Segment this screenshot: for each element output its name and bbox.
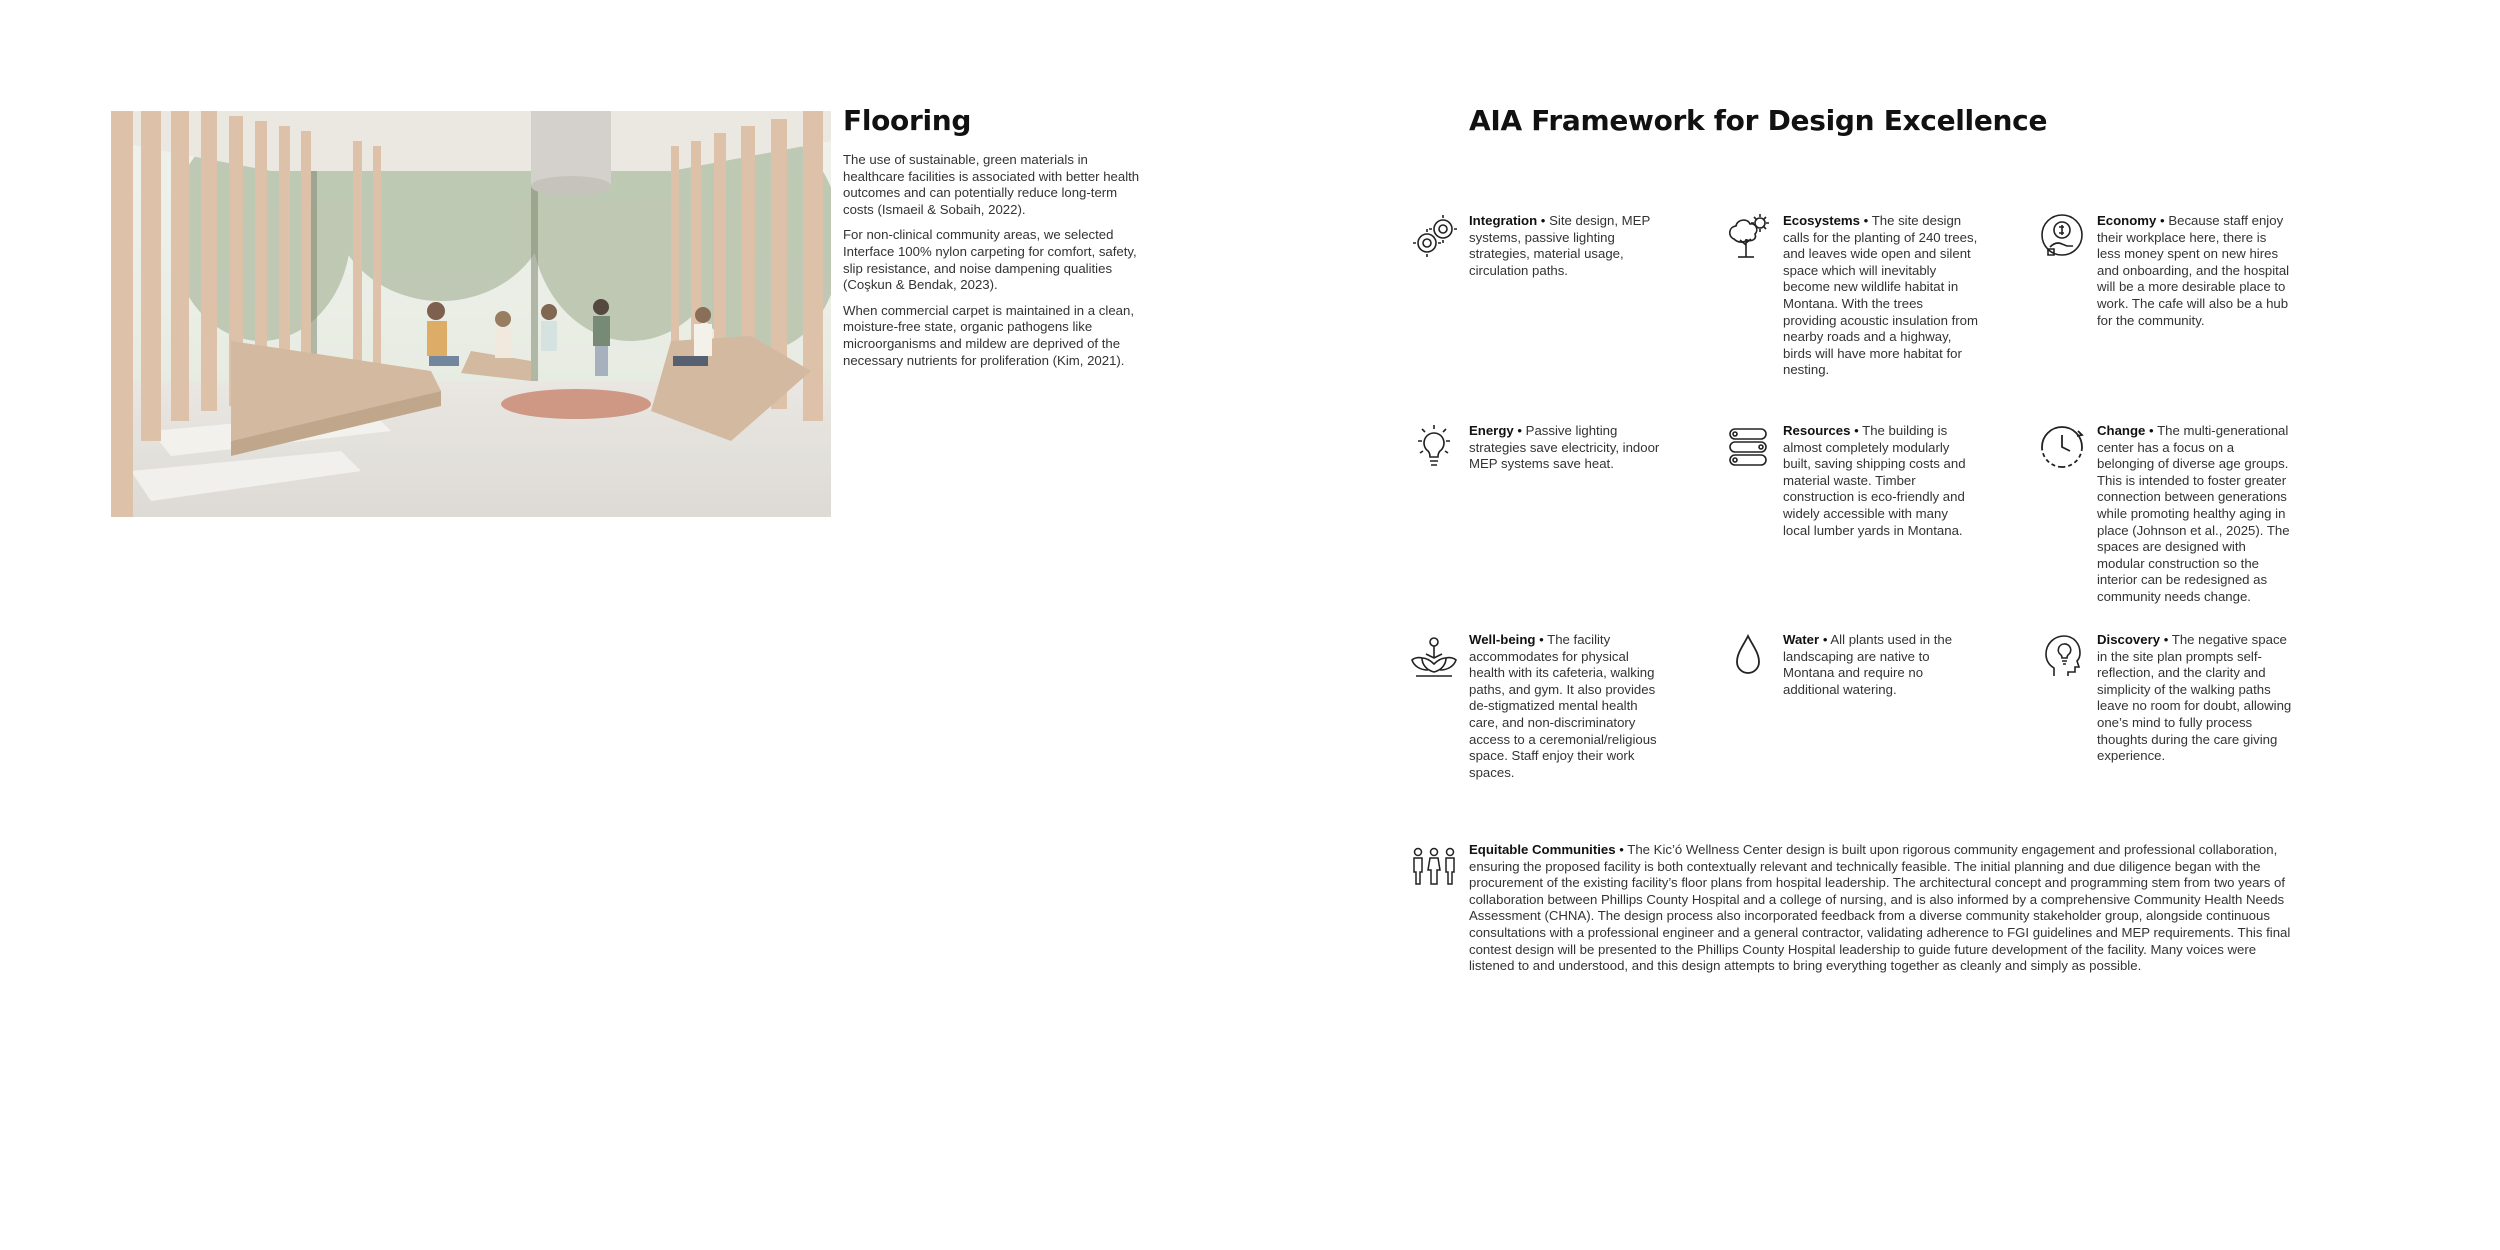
framework-item-text: The site design calls for the planting of 240 trees, and leaves wide open and silent space which will inevitably become new wildlife habitat in Montana. With the trees providing acoustic insulation from nearby roads and a highway, birds will have more habitat for nesting. <box>1783 213 1978 378</box>
framework-item-label: Equitable Communities <box>1469 842 1616 857</box>
framework-item-label: Energy <box>1469 423 1514 438</box>
lotus-person-icon <box>1410 632 1458 680</box>
separator: • <box>1850 423 1863 438</box>
framework-item-text: Passive lighting strategies save electricity, indoor MEP systems save heat. <box>1469 423 1660 472</box>
framework-item-text: Site design, MEP systems, passive lighting strategies, material usage, circulation paths. <box>1469 213 1651 278</box>
framework-item-label: Resources <box>1783 423 1851 438</box>
separator: • <box>1859 213 1872 228</box>
framework-item-label: Economy <box>2097 213 2157 228</box>
framework-item-label: Water <box>1783 632 1820 647</box>
water-drop-icon <box>1724 632 1772 680</box>
separator: • <box>1537 213 1550 228</box>
flooring-heading: Flooring <box>843 104 972 137</box>
framework-item-label: Discovery <box>2097 632 2161 647</box>
flooring-paragraph: For non-clinical community areas, we selected Interface 100% nylon carpeting for comfort, safety, slip resistance, and noise dampening qualities (Coşkun & Bendak, 2023). <box>843 227 1137 293</box>
framework-item-text: All plants used in the landscaping are native to Montana and require no additional watering. <box>1783 632 1953 697</box>
flooring-paragraph: The use of sustainable, green materials in healthcare facilities is associated with better health outcomes and can potentially reduce long-term costs (Ismaeil & Sobaih, 2022). <box>843 152 1140 217</box>
lumber-icon <box>1724 423 1772 471</box>
separator: • <box>1513 423 1526 438</box>
framework-item-label: Ecosystems <box>1783 213 1860 228</box>
framework-item-text: Because staff enjoy their workplace here, there is less money spent on new hires and onboarding, and the hospital will be a more desirable place to work. The cafe will also be a hub for the community. <box>2097 213 2290 328</box>
separator: • <box>2145 423 2158 438</box>
framework-item-text: The facility accommodates for physical health with its cafeteria, walking paths, and gym. It also provides de-stigmatized mental health care, and non-discriminatory access to a ceremonial/religious space. Staff enjoy their work spaces. <box>1469 632 1657 780</box>
flooring-paragraph: When commercial carpet is maintained in a clean, moisture-free state, organic pathogens like microorganisms and mildew are deprived of the necessary nutrients for proliferation (Kim, 2021). <box>843 302 1134 368</box>
framework-item-text: The Kic’ó Wellness Center design is built upon rigorous community engagement and professional collaboration, ensuring the proposed facility is both contextually relevant and technically feasible. The initial planning and due diligence began with the procurement of the existing facility’s floor plans from hospital leadership. The architectural concept and programming stem from two years of collaboration between Phillips County Hospital and a college of nursing, and is also informed by a comprehensive Community Health Needs Assessment (CHNA). The design process also incorporated feedback from a diverse community stakeholder group, alongside continuous consultations with a professional engineer and a general contractor, validating adherence to FGI guidelines and MEP requirements. This final contest design will be presented to the Phillips County Hospital leadership to guide future development of the facility. Many voices were listened to and understood, and this design attempts to bring everything together as cleanly and simply as possible. <box>1469 842 2291 974</box>
framework-item-label: Change <box>2097 423 2146 438</box>
clock-cycle-icon <box>2038 423 2086 471</box>
lightbulb-icon <box>1410 423 1458 471</box>
framework-item-text: The negative space in the site plan prompts self-reflection, and the clarity and simplicity of the walking paths leave no room for doubt, allowing one’s mind to fully process thoughts during the care giving experience. <box>2097 632 2292 764</box>
aia-framework-heading: AIA Framework for Design Excellence <box>1469 104 2048 137</box>
head-bulb-icon <box>2038 632 2086 680</box>
tree-sun-icon <box>1724 213 1772 261</box>
framework-item-label: Well-being <box>1469 632 1536 647</box>
framework-item-label: Integration <box>1469 213 1538 228</box>
gears-icon <box>1410 213 1458 261</box>
framework-item-text: The multi-generational center has a focus on a belonging of diverse age groups. This is intended to foster greater connection between generations while promoting healthy aging in place (Johnson et al., 2025). The spaces are designed with modular construction so the interior can be redesigned as community needs change. <box>2097 423 2290 604</box>
separator: • <box>2160 632 2172 647</box>
people-group-icon <box>1410 842 1458 890</box>
separator: • <box>1819 632 1831 647</box>
money-icon <box>2038 213 2086 261</box>
separator: • <box>2156 213 2169 228</box>
framework-item-text: The building is almost completely modularly built, saving shipping costs and material waste. Timber construction is eco-friendly and widely accessible with many local lumber yards in Montana. <box>1783 423 1966 538</box>
flooring-body <box>843 152 1143 378</box>
separator: • <box>1615 842 1628 857</box>
interior-rendering-image <box>111 111 831 517</box>
separator: • <box>1535 632 1548 647</box>
